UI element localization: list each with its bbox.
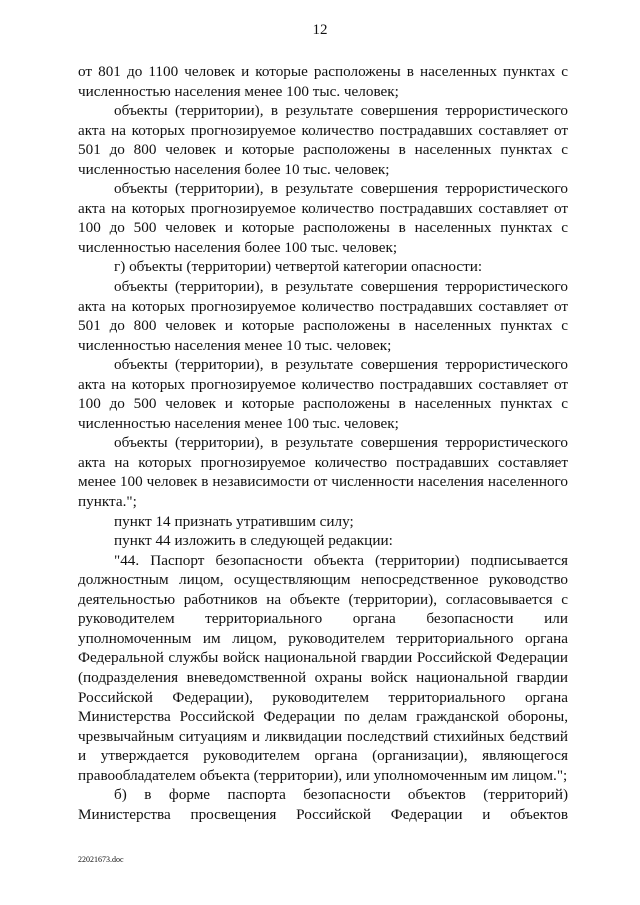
paragraph-1: от 801 до 1100 человек и которые расположены в населенных пунктах с численностью населения менее 100 тыс. человек; [78, 63, 568, 100]
paragraph-6: объекты (территории), в результате совершения террористического акта на которых прогнозируемое количество пострадавших составляет от 100 до 500 человек и которые расположены в населенных пунктах с численностью населения менее 100 тыс. человек; [78, 356, 568, 432]
document-filename: 22021673.doc [78, 855, 124, 864]
paragraph-3: объекты (территории), в результате совершения террористического акта на которых прогнозируемое количество пострадавших составляет от 100 до 500 человек и которые расположены в населенных пунктах с численностью населения более 100 тыс. человек; [78, 180, 568, 256]
paragraph-4: г) объекты (территории) четвертой категории опасности: [114, 258, 483, 276]
paragraph-9: пункт 44 изложить в следующей редакции: [114, 532, 393, 550]
paragraph-7: объекты (территории), в результате совершения террористического акта на которых прогнозируемое количество пострадавших составляет менее 100 человек в независимости от численности населения населенного пункта."; [78, 434, 568, 511]
paragraph-10: "44. Паспорт безопасности объекта (территории) подписывается должностным лицом, осуществляющим непосредственное руководство деятельностью работников на объекте (территории), согласовывается с руководителем территориального органа безопасности или уполномоченным им лицом, руководителем территориального органа Федеральной службы войск национальной гвардии Российской Федерации (подразделения вневедомственной охраны войск национальной гвардии Российской Федерации), руководителем территориального органа Министерства Российской Федерации по делам гражданской обороны, чрезвычайным ситуациям и ликвидации последствий стихийных бедствий и утверждается руководителем органа (организации), являющегося правообладателем объекта (территории), или уполномоченным им лицом."; [78, 551, 568, 784]
paragraph-5: объекты (территории), в результате совершения террористического акта на которых прогнозируемое количество пострадавших составляет от 501 до 800 человек и которые расположены в населенных пунктах с численностью населения менее 10 тыс. человек; [78, 278, 568, 354]
document-body [78, 62, 568, 824]
paragraph-8: пункт 14 признать утратившим силу; [114, 512, 354, 530]
paragraph-2: объекты (территории), в результате совершения террористического акта на которых прогнозируемое количество пострадавших составляет от 501 до 800 человек и которые расположены в населенных пунктах с численностью населения более 10 тыс. человек; [78, 102, 568, 178]
paragraph-11: б) в форме паспорта безопасности объектов (территорий) Министерства просвещения Российской Федерации и объектов [78, 786, 568, 823]
page-number: 12 [312, 22, 328, 38]
